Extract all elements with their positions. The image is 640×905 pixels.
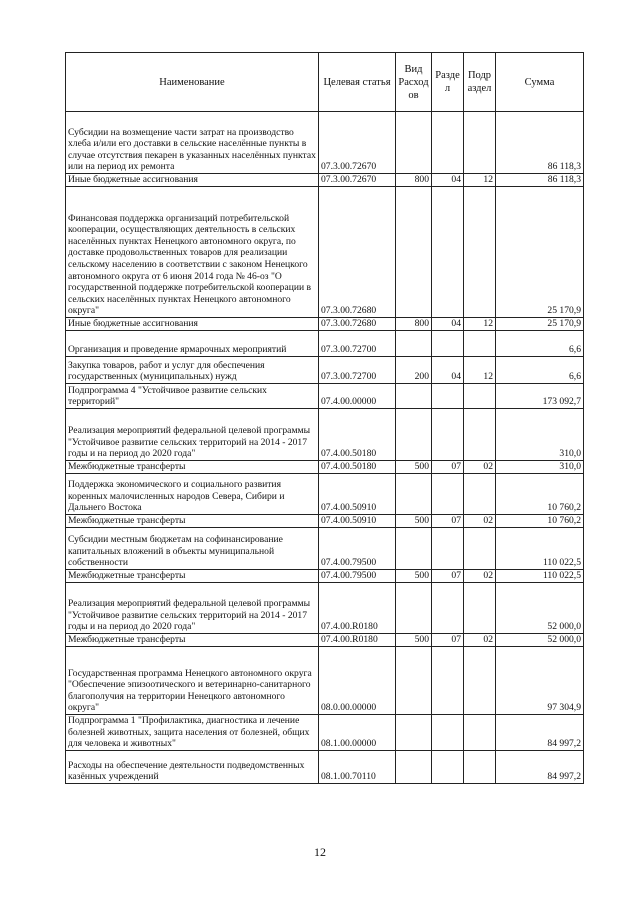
row-target-article: 08.1.00.70110	[319, 751, 396, 784]
row-expense-type	[396, 384, 432, 409]
row-target-article: 07.4.00.00000	[319, 384, 396, 409]
row-sum: 84 997,2	[496, 715, 584, 751]
row-section	[432, 112, 464, 174]
row-sum: 173 092,7	[496, 384, 584, 409]
table-row	[66, 357, 584, 384]
row-target-article: 07.3.00.72680	[319, 318, 396, 331]
row-sum: 86 118,3	[496, 112, 584, 174]
row-name: Подпрограмма 1 "Профилактика, диагностика и лечение болезней животных, защита населения от болезней, общих для человека и животных"	[66, 715, 319, 751]
row-expense-type	[396, 647, 432, 715]
table-row	[66, 474, 584, 515]
row-subsection: 02	[464, 461, 496, 474]
row-sum: 6,6	[496, 357, 584, 384]
row-sum: 52 000,0	[496, 583, 584, 634]
row-sum: 110 022,5	[496, 570, 584, 583]
row-target-article: 07.4.00.R0180	[319, 634, 396, 647]
row-name: Иные бюджетные ассигнования	[66, 174, 319, 187]
header-expense-type: Вид Расход ов	[396, 53, 432, 112]
row-name: Государственная программа Ненецкого автономного округа "Обеспечение эпизоотического и ветеринарно-санитарного благополучия на территории Ненецкого автономного округа"	[66, 647, 319, 715]
row-target-article: 07.3.00.72680	[319, 187, 396, 318]
row-section	[432, 384, 464, 409]
row-expense-type	[396, 112, 432, 174]
row-expense-type	[396, 715, 432, 751]
row-section: 07	[432, 461, 464, 474]
row-subsection	[464, 715, 496, 751]
table-row	[66, 112, 584, 174]
row-expense-type	[396, 187, 432, 318]
table-header-row	[66, 53, 584, 112]
row-section	[432, 528, 464, 570]
row-sum: 6,6	[496, 331, 584, 357]
table-row	[66, 715, 584, 751]
row-sum: 310,0	[496, 461, 584, 474]
page-number: 12	[314, 845, 326, 859]
table-row	[66, 634, 584, 647]
row-sum: 97 304,9	[496, 647, 584, 715]
row-name: Организация и проведение ярмарочных мероприятий	[66, 331, 319, 357]
row-section: 07	[432, 515, 464, 528]
table-row	[66, 515, 584, 528]
table-row	[66, 647, 584, 715]
row-subsection	[464, 112, 496, 174]
row-name: Межбюджетные трансферты	[66, 634, 319, 647]
row-name: Межбюджетные трансферты	[66, 570, 319, 583]
row-sum: 84 997,2	[496, 751, 584, 784]
table-row	[66, 318, 584, 331]
row-sum: 25 170,9	[496, 318, 584, 331]
row-expense-type	[396, 331, 432, 357]
row-target-article: 07.3.00.72670	[319, 174, 396, 187]
row-target-article: 07.4.00.50180	[319, 409, 396, 461]
row-expense-type	[396, 583, 432, 634]
row-name: Подпрограмма 4 "Устойчивое развитие сельских территорий"	[66, 384, 319, 409]
row-sum: 110 022,5	[496, 528, 584, 570]
row-subsection: 02	[464, 634, 496, 647]
row-sum: 10 760,2	[496, 515, 584, 528]
row-subsection	[464, 647, 496, 715]
table-row	[66, 570, 584, 583]
row-section: 07	[432, 570, 464, 583]
header-subsection: Подр аздел	[464, 53, 496, 112]
row-subsection: 02	[464, 515, 496, 528]
row-name: Закупка товаров, работ и услуг для обеспечения государственных (муниципальных) нужд	[66, 357, 319, 384]
row-subsection: 02	[464, 570, 496, 583]
row-section	[432, 409, 464, 461]
row-expense-type: 800	[396, 174, 432, 187]
header-target-article: Целевая статья	[319, 53, 396, 112]
row-target-article: 07.3.00.72700	[319, 331, 396, 357]
row-sum: 10 760,2	[496, 474, 584, 515]
row-name: Межбюджетные трансферты	[66, 461, 319, 474]
table-body	[66, 112, 584, 784]
row-section	[432, 715, 464, 751]
row-section	[432, 647, 464, 715]
row-target-article: 07.4.00.50180	[319, 461, 396, 474]
row-sum: 52 000,0	[496, 634, 584, 647]
header-sum: Сумма	[496, 53, 584, 112]
row-target-article: 08.0.00.00000	[319, 647, 396, 715]
row-section	[432, 751, 464, 784]
row-target-article: 07.4.00.R0180	[319, 583, 396, 634]
row-name: Реализация мероприятий федеральной целевой программы "Устойчивое развитие сельских территорий на 2014 - 2017 годы и на период до 2020 года"	[66, 583, 319, 634]
row-subsection	[464, 528, 496, 570]
table-row	[66, 384, 584, 409]
row-name: Поддержка экономического и социального развития коренных малочисленных народов Севера, Сибири и Дальнего Востока	[66, 474, 319, 515]
row-section	[432, 331, 464, 357]
row-subsection	[464, 384, 496, 409]
row-name: Субсидии на возмещение части затрат на производство хлеба и/или его доставки в сельские населённые пункты в случае отсутствия пекарен в указанных населённых пунктах или на период их ремонта	[66, 112, 319, 174]
row-target-article: 07.4.00.50910	[319, 474, 396, 515]
row-name: Субсидии местным бюджетам на софинансирование капитальных вложений в объекты муниципальной собственности	[66, 528, 319, 570]
row-expense-type: 800	[396, 318, 432, 331]
header-section: Разде л	[432, 53, 464, 112]
table-row	[66, 187, 584, 318]
row-target-article: 07.3.00.72700	[319, 357, 396, 384]
row-subsection	[464, 409, 496, 461]
row-subsection	[464, 751, 496, 784]
row-expense-type	[396, 409, 432, 461]
row-section	[432, 583, 464, 634]
budget-table	[65, 52, 584, 784]
table-row	[66, 751, 584, 784]
row-expense-type: 500	[396, 570, 432, 583]
row-name: Реализация мероприятий федеральной целевой программы "Устойчивое развитие сельских территорий на 2014 - 2017 годы и на период до 2020 года"	[66, 409, 319, 461]
row-sum: 310,0	[496, 409, 584, 461]
row-subsection: 12	[464, 357, 496, 384]
table-row	[66, 409, 584, 461]
row-subsection	[464, 187, 496, 318]
row-target-article: 07.4.00.50910	[319, 515, 396, 528]
row-subsection: 12	[464, 318, 496, 331]
table-row	[66, 461, 584, 474]
row-sum: 25 170,9	[496, 187, 584, 318]
table-row	[66, 331, 584, 357]
row-target-article: 07.4.00.79500	[319, 528, 396, 570]
row-target-article: 07.4.00.79500	[319, 570, 396, 583]
row-name: Финансовая поддержка организаций потребительской кооперации, осуществляющих деятельность в сельских населённых пунктах Ненецкого автономного округа, по доставке продовольственных товаров для реализации сельскому населению в соответствии с законом Ненецкого автономного округа от 6 июня 2014 года № 46-оз "О государственной поддержке потребительской кооперации в сельских населённых пунктах Ненецкого автономного округа"	[66, 187, 319, 318]
table-row	[66, 583, 584, 634]
row-section: 04	[432, 318, 464, 331]
row-expense-type: 500	[396, 634, 432, 647]
row-expense-type: 200	[396, 357, 432, 384]
row-name: Межбюджетные трансферты	[66, 515, 319, 528]
row-expense-type	[396, 474, 432, 515]
row-expense-type: 500	[396, 515, 432, 528]
row-section: 04	[432, 357, 464, 384]
row-subsection: 12	[464, 174, 496, 187]
row-expense-type	[396, 528, 432, 570]
row-subsection	[464, 583, 496, 634]
header-name: Наименование	[66, 53, 319, 112]
row-sum: 86 118,3	[496, 174, 584, 187]
row-target-article: 08.1.00.00000	[319, 715, 396, 751]
row-section	[432, 187, 464, 318]
table-row	[66, 528, 584, 570]
row-subsection	[464, 474, 496, 515]
row-subsection	[464, 331, 496, 357]
row-section	[432, 474, 464, 515]
row-target-article: 07.3.00.72670	[319, 112, 396, 174]
row-expense-type	[396, 751, 432, 784]
row-expense-type: 500	[396, 461, 432, 474]
row-section: 04	[432, 174, 464, 187]
row-name: Расходы на обеспечение деятельности подведомственных казённых учреждений	[66, 751, 319, 784]
row-section: 07	[432, 634, 464, 647]
table-row	[66, 174, 584, 187]
row-name: Иные бюджетные ассигнования	[66, 318, 319, 331]
